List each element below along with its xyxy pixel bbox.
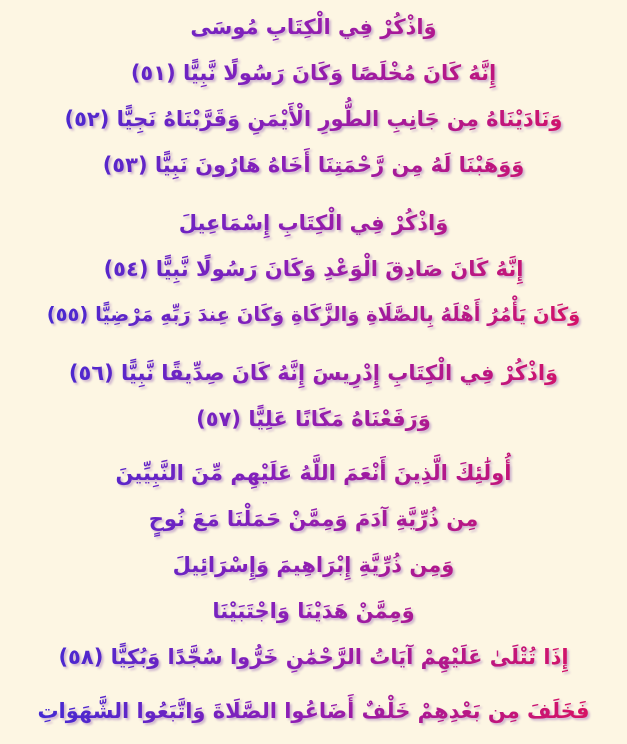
verse-line: وَمِن ذُرِّيَّةِ إِبْرَاهِيمَ وَإِسْرَائِيلَ xyxy=(0,542,627,588)
verse-line: وَمِمَّنْ هَدَيْنَا وَاجْتَبَيْنَا xyxy=(0,588,627,634)
verse-line: وَوَهَبْنَا لَهُ مِن رَّحْمَتِنَا أَخَاهُ هَارُونَ نَبِيًّا (٥٣) xyxy=(0,142,627,188)
verse-line: إِنَّهُ كَانَ صَادِقَ الْوَعْدِ وَكَانَ رَسُولًا نَّبِيًّا (٥٤) xyxy=(0,246,627,292)
stanza-gap xyxy=(0,680,627,688)
verse-line: إِذَا تُتْلَىٰ عَلَيْهِمْ آيَاتُ الرَّحْمَٰنِ خَرُّوا سُجَّدًا وَبُكِيًّا (٥٨) xyxy=(0,634,627,680)
verse-line: إِنَّهُ كَانَ مُخْلَصًا وَكَانَ رَسُولًا نَّبِيًّا (٥١) xyxy=(0,50,627,96)
verse-line: وَاذْكُرْ فِي الْكِتَابِ إِدْرِيسَ إِنَّهُ كَانَ صِدِّيقًا نَّبِيًّا (٥٦) xyxy=(0,350,627,396)
verse-line: وَاذْكُرْ فِي الْكِتَابِ مُوسَى xyxy=(0,4,627,50)
verse-line: أُولَٰئِكَ الَّذِينَ أَنْعَمَ اللَّهُ عَلَيْهِم مِّنَ النَّبِيِّينَ xyxy=(0,450,627,496)
verse-line: وَكَانَ يَأْمُرُ أَهْلَهُ بِالصَّلَاةِ وَالزَّكَاةِ وَكَانَ عِندَ رَبِّهِ مَرْضِيًّا (٥٥) xyxy=(0,292,627,338)
verse-line: وَاذْكُرْ فِي الْكِتَابِ إِسْمَاعِيلَ xyxy=(0,200,627,246)
verse-line: وَرَفَعْنَاهُ مَكَانًا عَلِيًّا (٥٧) xyxy=(0,396,627,442)
verse-line: فَخَلَفَ مِن بَعْدِهِمْ خَلْفٌ أَضَاعُوا الصَّلَاةَ وَاتَّبَعُوا الشَّهَوَاتِ xyxy=(0,688,627,734)
verse-line: وَنَادَيْنَاهُ مِن جَانِبِ الطُّورِ الْأَيْمَنِ وَقَرَّبْنَاهُ نَجِيًّا (٥٢) xyxy=(0,96,627,142)
stanza-gap xyxy=(0,442,627,450)
stanza-gap xyxy=(0,188,627,200)
verse-line: مِن ذُرِّيَّةِ آدَمَ وَمِمَّنْ حَمَلْنَا مَعَ نُوحٍ xyxy=(0,496,627,542)
stanza-gap xyxy=(0,338,627,350)
